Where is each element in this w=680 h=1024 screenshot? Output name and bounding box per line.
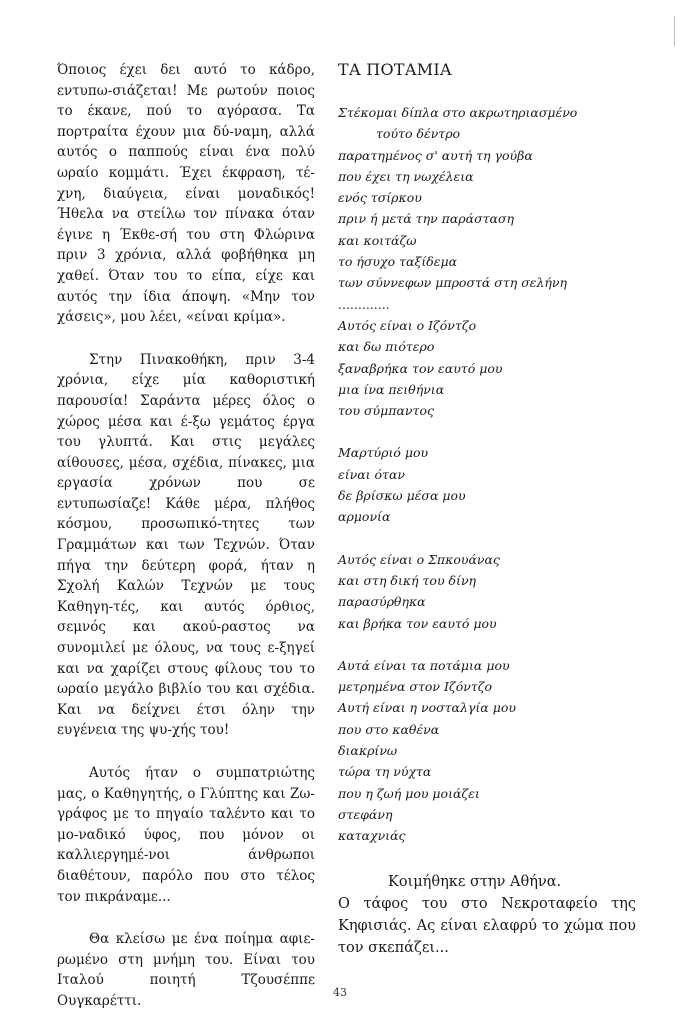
page-number: 43 (333, 986, 347, 999)
poem-line: αρμονία (338, 509, 391, 525)
left-column (57, 60, 315, 1012)
poem-line: που στο καθένα (338, 721, 440, 737)
poem-line: και δω πιότερο (338, 339, 435, 355)
paragraph-3: Αυτός ήταν ο συμπατριώτης μας, ο Καθηγητής, ο Γλύπτης και Ζω-γράφος με το πηγαίο ταλέντο και το μο-ναδικό ύφος, που μόνον οι καλλιεργημέ-νοι άνθρωποι διαθέτουν, παρόλο που στο τέλος τον πικράναμε... (57, 765, 315, 905)
poem-line: ............. (338, 296, 390, 312)
poem-line: του σύμπαντος (338, 403, 434, 419)
poem-line: και κοιτάζω (338, 232, 417, 248)
poem-line: ξαναβρήκα τον εαυτό μου (338, 360, 503, 376)
poem-line: και βρήκα τον εαυτό μου (338, 615, 497, 631)
epilogue (338, 871, 636, 959)
poem-line: Αυτός είναι ο Ιζόντζο (338, 317, 477, 333)
right-column (338, 60, 636, 959)
epilogue-text: Ο τάφος του στο Νεκροταφείο της Κηφισιάς. Ας είναι ελαφρύ το χώμα που τον σκεπάζει... (338, 895, 636, 956)
poem-line: είναι όταν (338, 466, 406, 482)
poem-line: Μαρτύριό μου (338, 445, 429, 461)
poem-line: μετρημένα στον Ιζόντζο (338, 679, 493, 695)
poem-line: τούτο δέντρο (376, 126, 461, 142)
poem (338, 102, 636, 847)
paragraph-1: Όποιος έχει δει αυτό το κάδρο, εντυπω-σιάζεται! Με ρωτούν ποιος το έκανε, πού το αγόρασα. Τα πορτραίτα έχουν μια δύ-ναμη, αλλά αυτός ο παππούς είναι ένα πολύ ωραίο κομμάτι. Έχει έκφραση, τέ-χνη, διαύγεια, είναι μοναδικός! Ήθελα να στείλω τον πίνακα όταν έγινε η Έκθε-σή του στη Φλώρινα πριν 3 χρόνια, αλλά φοβήθηκα μη χαθεί. Όταν του το είπα, είχε και αυτός την ίδια άποψη. «Μην τον χάσεις», μου λέει, «είναι κρίμα». (57, 62, 315, 326)
poem-line: τώρα τη νύχτα (338, 764, 432, 780)
poem-line: δε βρίσκω μέσα μου (338, 488, 466, 504)
poem-line: Αυτά είναι τα ποτάμια μου (338, 657, 510, 673)
poem-line: που έχει τη νωχέλεια (338, 168, 474, 184)
poem-title: ΤΑ ΠΟΤΑΜΙΑ (338, 60, 452, 79)
page-edge-mark (674, 16, 678, 46)
poem-line: παρατημένος σ' αυτή τη γούβα (338, 147, 533, 163)
poem-line: παρασύρθηκα (338, 594, 426, 610)
poem-line: διακρίνω (338, 743, 398, 759)
poem-line: και στη δική του δίνη (338, 572, 477, 588)
poem-line: των σύννεφων μπροστά στη σελήνη (338, 275, 567, 291)
poem-line: Αυτός είναι ο Σπκουάνας (338, 551, 500, 567)
poem-line: στεφάνη (338, 806, 393, 822)
epilogue-first-line: Κοιμήθηκε στην Αθήνα. (388, 873, 562, 890)
poem-line: ενός τσίρκου (338, 190, 422, 206)
poem-line: το ήσυχο ταξίδεμα (338, 254, 458, 270)
poem-line: Αυτή είναι η νοσταλγία μου (338, 700, 516, 716)
poem-line: πριν ή μετά την παράσταση (338, 211, 514, 227)
paragraph-2: Στην Πινακοθήκη, πριν 3-4 χρόνια, είχε μία καθοριστική παρουσία! Σαράντα μέρες όλος ο χώρος μέσα και έ-ξω γεμάτος έργα του γλυπτά. Και στις μεγάλες αίθουσες, μέσα, σχέδια, πίνακες, μια εργασία χρόνων που σε εντυπωσίαζε! Κάθε μέρα, πλήθος κόσμου, προσωπικό-τητες των Γραμμάτων και των Τεχνών. Όταν πήγα την δεύτερη φορά, ήταν η Σχολή Καλών Τεχνών με τους Καθηγη-τές, και αυτός όρθιος, σεμνός και ακού-ραστος να συνομιλεί με όλους, να τους ε-ξηγεί και να χαρίζει στους φίλους του το ωραίο μεγάλο βιβλίο του και σχέδια. Και να δείχνει έτσι όλην την ευγένεια της ψυ-χής του! (57, 351, 315, 739)
poem-line: Στέκομαι δίπλα στο ακρωτηριασμένο (338, 105, 578, 120)
poem-line: που η ζωή μου μοιάζει (338, 785, 480, 801)
poem-line: μια ίνα πειθήνια (338, 381, 445, 397)
poem-line: καταχνιάς (338, 828, 406, 844)
paragraph-4: Θα κλείσω με ένα ποίημα αφιε-ρωμένο στη μνήμη του. Είναι του Ιταλού ποιητή Τζουσέππε Ουγκαρέττι. (57, 931, 315, 1009)
